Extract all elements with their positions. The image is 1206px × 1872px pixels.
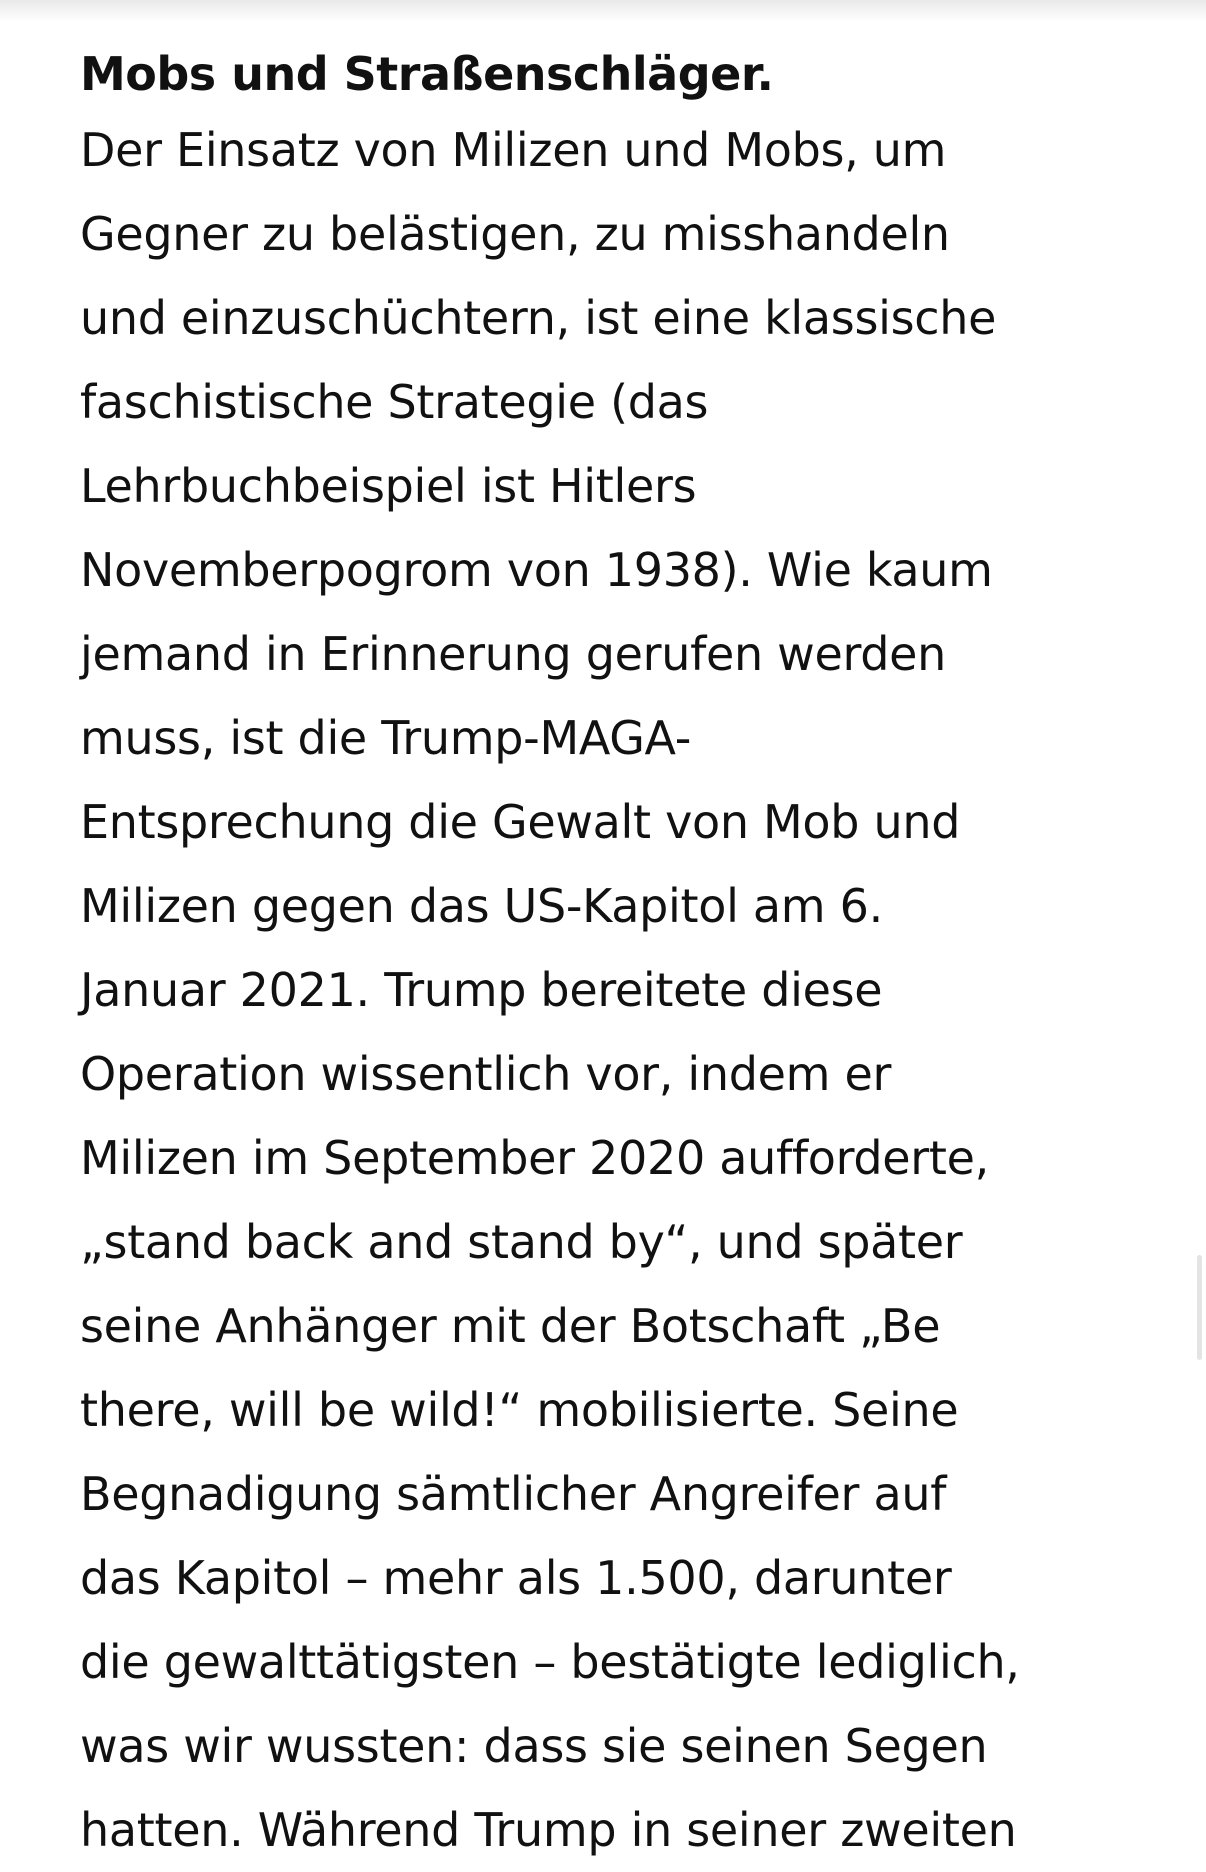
text-line: faschistische Strategie (das: [80, 375, 709, 429]
text-line: „stand back and stand by“, und später: [80, 1215, 963, 1269]
text-line: Milizen gegen das US-Kapitol am 6.: [80, 879, 883, 933]
text-line: Novemberpogrom von 1938). Wie kaum: [80, 543, 993, 597]
text-line: Lehrbuchbeispiel ist Hitlers: [80, 459, 697, 513]
text-line: Januar 2021. Trump bereitete diese: [80, 963, 883, 1017]
text-line: Entsprechung die Gewalt von Mob und: [80, 795, 961, 849]
text-line: muss, ist die Trump-MAGA-: [80, 711, 692, 765]
text-line: die gewalttätigsten – bestätigte lediglich,: [80, 1635, 1020, 1689]
text-line: und einzuschüchtern, ist eine klassische: [80, 291, 997, 345]
text-line: there, will be wild!“ mobilisierte. Seine: [80, 1383, 959, 1437]
text-line: das Kapitol – mehr als 1.500, darunter: [80, 1551, 952, 1605]
top-edge-shadow: [0, 0, 1206, 22]
text-line: seine Anhänger mit der Botschaft „Be: [80, 1299, 941, 1353]
paragraph: [80, 108, 1140, 1872]
text-line: hatten. Während Trump in seiner zweiten: [80, 1803, 1017, 1857]
text-line: Operation wissentlich vor, indem er: [80, 1047, 892, 1101]
text-line: Milizen im September 2020 aufforderte,: [80, 1131, 989, 1185]
text-line: jemand in Erinnerung gerufen werden: [80, 627, 947, 681]
text-line: Der Einsatz von Milizen und Mobs, um: [80, 123, 947, 177]
section-heading: Mobs und Straßenschläger.: [80, 47, 774, 101]
text-line: Begnadigung sämtlicher Angreifer auf: [80, 1467, 947, 1521]
scrollbar-thumb[interactable]: [1197, 1255, 1202, 1360]
article-body: [80, 40, 1140, 1872]
text-line: Gegner zu belästigen, zu misshandeln: [80, 207, 950, 261]
text-line: was wir wussten: dass sie seinen Segen: [80, 1719, 988, 1773]
